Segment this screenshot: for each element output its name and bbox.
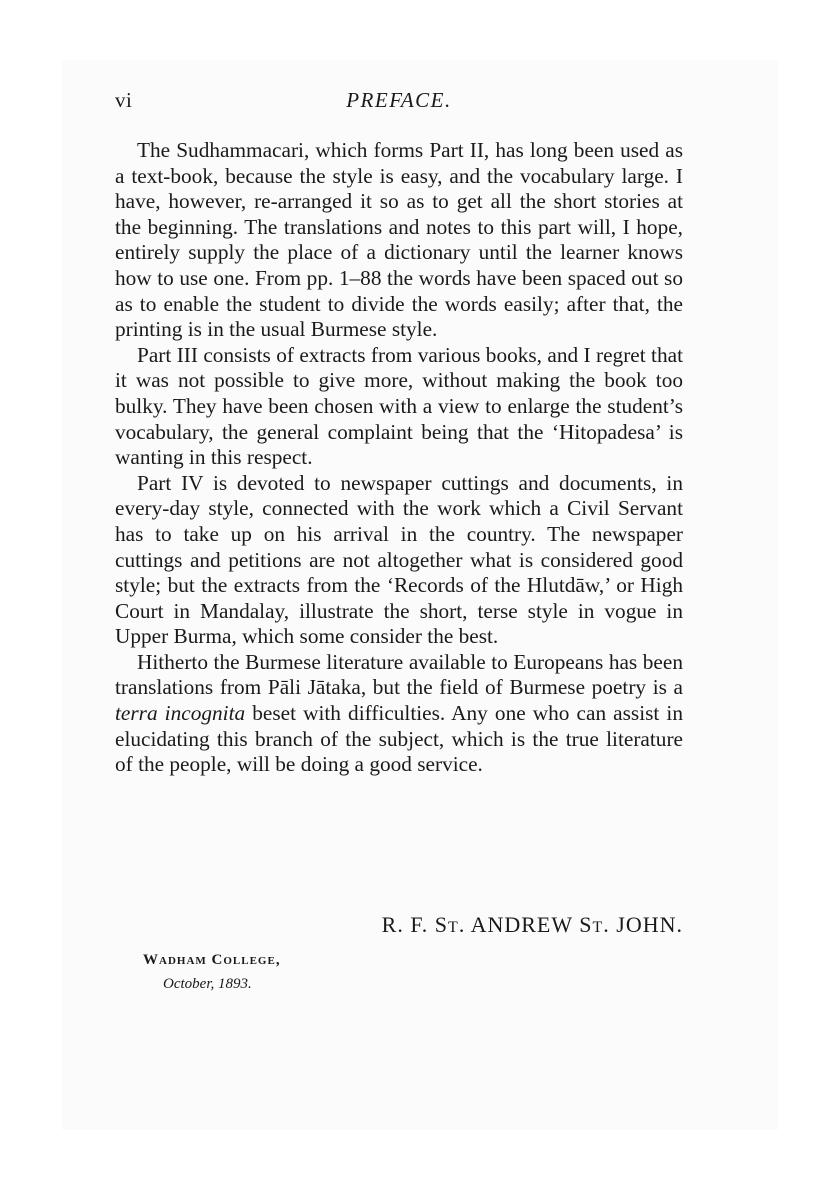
paragraph-burmese-literature: [115, 650, 683, 778]
preface-body: [115, 138, 683, 778]
paragraph-part-two: The Sudhammacari, which forms Part II, has long been used as a text-book, because the style is easy, and the vocabulary large. I have, however, re-arranged it so as to get all the short stories at the beginning. The translations and notes to this part will, I hope, entirely supply the place of a dictionary until the learner knows how to use one. From pp. 1–88 the words have been spaced out so as to enable the student to divide the words easily; after that, the printing is in the usual Burmese style.: [115, 138, 683, 342]
running-title: PREFACE.: [346, 88, 452, 112]
signature-part: . JOHN.: [603, 912, 683, 937]
signature-part: T: [592, 919, 604, 936]
page-header: [115, 88, 683, 118]
signature-part: R. F. S: [381, 912, 449, 937]
author-signature: [115, 912, 683, 938]
dateline: [143, 948, 281, 996]
paragraph-part-four: Part IV is devoted to newspaper cuttings and documents, in every-day style, connected with the work which a Civil Servant has to take up on his arrival in the country. The newspaper cuttings and petitions are not altogether what is considered good style; but the extracts from the ‘Records of the Hlutdāw,’ or High Court in Mandalay, illustrate the short, terse style in vogue in Upper Burma, which some consider the best.: [115, 470, 683, 649]
college-name: Wadham College,: [143, 952, 281, 968]
paragraph-text-after: beset with difficulties. Any one who can assist in elucidating this branch of the subject, which is the true literature of the people, will be doing a good service.: [115, 701, 683, 777]
paragraph-part-three: Part III consists of extracts from various books, and I regret that it was not possible to give more, without making the book too bulky. They have been chosen with a view to enlarge the student’s vocabulary, the general complaint being that the ‘Hitopadesa’ is wanting in this respect.: [115, 342, 683, 470]
signature-part: . ANDREW S: [458, 912, 593, 937]
signature-part: T: [448, 919, 459, 936]
terra-incognita-emphasis: terra incognita: [115, 701, 246, 726]
date-line: October, 1893.: [163, 976, 252, 992]
page-number: vi: [115, 88, 133, 112]
paragraph-text-before: Hitherto the Burmese literature available to Europeans has been translations from Pāli Jātaka, but the field of Burmese poetry is a: [115, 649, 683, 700]
